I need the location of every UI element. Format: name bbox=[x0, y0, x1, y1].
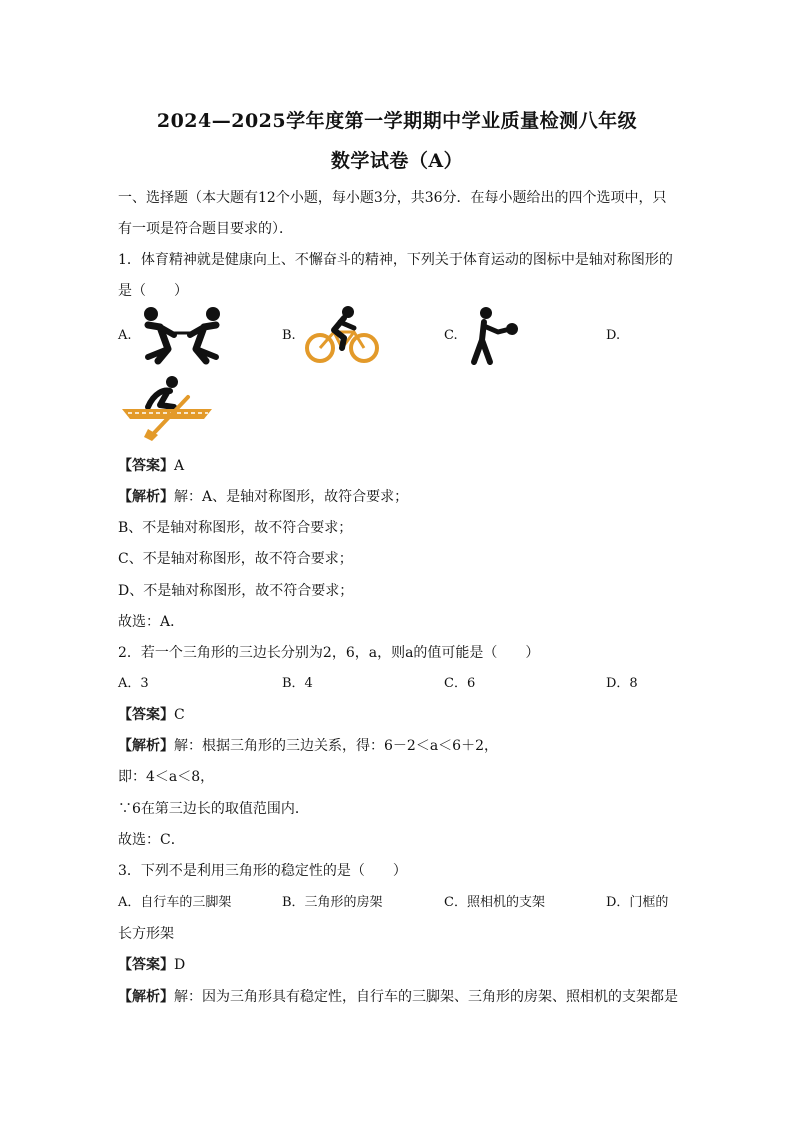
q1-analysis-line4: D、不是轴对称图形，故不符合要求； bbox=[118, 583, 354, 599]
q3-analysis-line1 bbox=[118, 987, 688, 1007]
q3-option-d: D．门框的 bbox=[606, 895, 669, 910]
q1-stem-line1: 1．体育精神就是健康向上、不懈奋斗的精神，下列关于体育运动的图标中是轴对称图形的 bbox=[118, 252, 673, 268]
q2-analysis-line4: 故选：C． bbox=[118, 832, 185, 848]
page-title: 2024—2025学年度第一学期期中学业质量检测八年级 bbox=[156, 110, 638, 132]
tug-of-war-icon bbox=[140, 305, 224, 365]
answer-tag: 【答案】 bbox=[118, 707, 174, 723]
q1-option-d-label: D. bbox=[606, 328, 621, 343]
rowing-icon bbox=[118, 375, 216, 441]
q1-analysis-line3: C、不是轴对称图形，故不符合要求； bbox=[118, 551, 353, 567]
analysis-tag: 【解析】 bbox=[118, 989, 174, 1005]
q3-stem: 3．下列不是利用三角形的稳定性的是（ ） bbox=[118, 863, 407, 879]
analysis-tag: 【解析】 bbox=[118, 738, 174, 754]
cycling-icon bbox=[304, 304, 380, 366]
q1-analysis-line1 bbox=[118, 487, 688, 507]
volleyball-icon bbox=[464, 306, 522, 366]
q1-analysis-line2: B、不是轴对称图形，故不符合要求； bbox=[118, 520, 353, 536]
q2-answer-value: C bbox=[174, 707, 185, 723]
q2-analysis-line1 bbox=[118, 736, 688, 756]
q1-option-c-label: C. bbox=[444, 328, 458, 343]
section-instructions-line1: 一、选择题（本大题有12个小题，每小题3分，共36分．在每小题给出的四个选项中，只 bbox=[118, 190, 667, 206]
section-instructions-line2: 有一项是符合题目要求的）． bbox=[118, 221, 293, 237]
q2-analysis-text: 解：根据三角形的三边关系，得：6－2＜a＜6＋2， bbox=[174, 738, 498, 754]
q1-answer-value: A bbox=[174, 458, 185, 474]
analysis-tag: 【解析】 bbox=[118, 489, 174, 505]
q3-analysis-text: 解：因为三角形具有稳定性，自行车的三脚架、三角形的房架、照相机的支架都是 bbox=[174, 989, 678, 1005]
q3-answer bbox=[118, 955, 688, 975]
q3-option-b: B．三角形的房架 bbox=[282, 895, 383, 910]
q3-option-d-wrap: 长方形架 bbox=[118, 926, 174, 942]
q1-answer bbox=[118, 456, 688, 476]
answer-tag: 【答案】 bbox=[118, 957, 174, 973]
q1-option-a-label: A. bbox=[118, 328, 132, 343]
q2-analysis-line2: 即：4＜a＜8， bbox=[118, 769, 215, 785]
q2-stem: 2．若一个三角形的三边长分别为2，6，a，则a的值可能是（ ） bbox=[118, 645, 540, 661]
q1-analysis-line5: 故选：A． bbox=[118, 614, 185, 630]
q2-answer bbox=[118, 705, 688, 725]
q2-option-b: B．4 bbox=[282, 676, 313, 691]
q2-option-c: C．6 bbox=[444, 676, 476, 691]
q3-answer-value: D bbox=[174, 957, 186, 973]
q2-option-d: D．8 bbox=[606, 676, 638, 691]
q1-analysis-text: 解：A、是轴对称图形，故符合要求； bbox=[174, 489, 409, 505]
q2-option-a: A．3 bbox=[118, 676, 149, 691]
q1-stem-line2: 是（ ） bbox=[118, 283, 188, 299]
q3-option-a: A．自行车的三脚架 bbox=[118, 895, 232, 910]
answer-tag: 【答案】 bbox=[118, 458, 174, 474]
q1-option-b-label: B. bbox=[282, 328, 296, 343]
q2-analysis-line3: ∵6在第三边长的取值范围内． bbox=[118, 801, 309, 817]
q3-option-c: C．照相机的支架 bbox=[444, 895, 545, 910]
page-subtitle: 数学试卷（A） bbox=[330, 150, 464, 172]
